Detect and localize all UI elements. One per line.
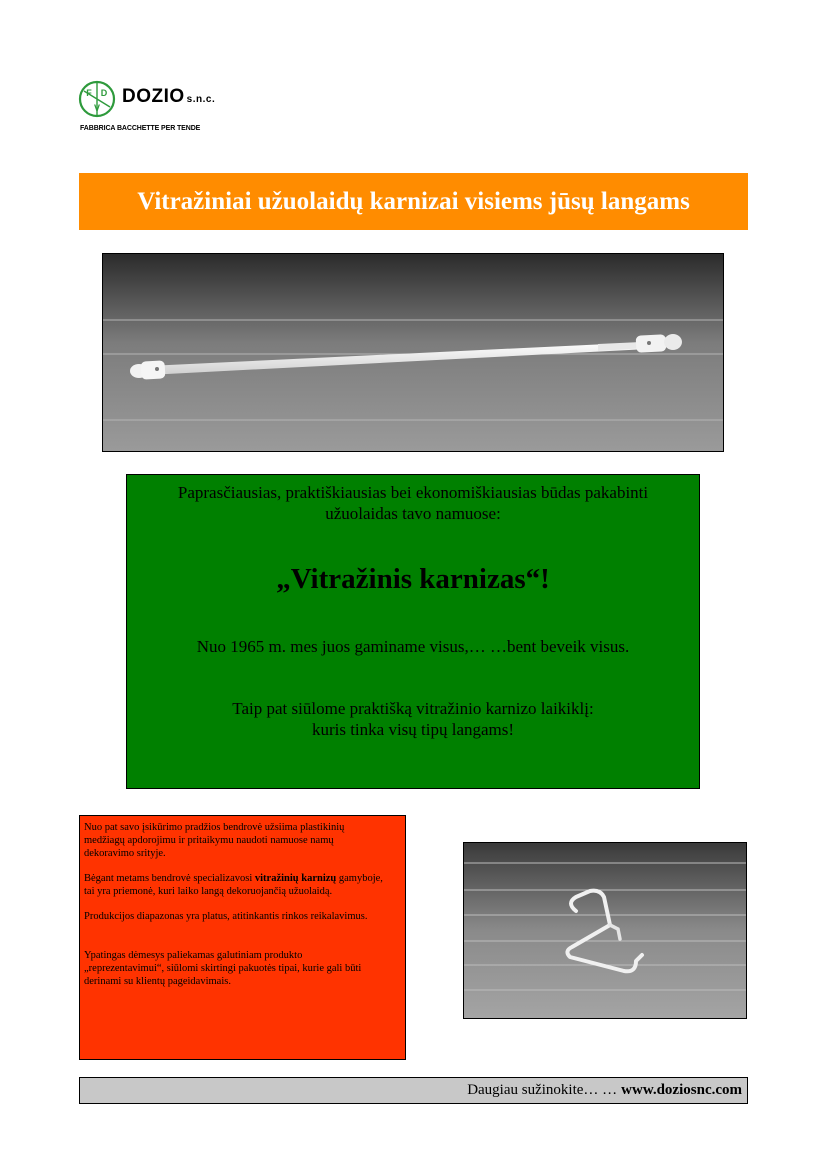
company-info-box (79, 815, 406, 1060)
offer-line-2: kuris tinka visų tipų langams! (311, 720, 515, 739)
logo-name-text: DOZIO (122, 86, 185, 107)
logo-letter-v: V (93, 103, 101, 113)
intro-text (137, 482, 689, 524)
page-title: Vitražiniai užuolaidų karnizai visiems jūsų langams (137, 187, 690, 215)
offer-line-1: Taip pat siūlome praktišką vitražinio karnizo laikiklį: (232, 699, 594, 718)
info-paragraph-4: Ypatingas dėmesys paliekamas galutiniam produkto „reprezentavimui“, siūlomi skirtingi pakuotės tipai, kurie gali būti derinami su klientų pageidavimais. (84, 950, 362, 987)
since-text: Nuo 1965 m. mes juos gaminame visus,… …bent beveik visus. (196, 637, 630, 656)
info-paragraph-2 (84, 872, 385, 898)
logo-letter-d: D (100, 88, 108, 98)
info-p2-start: Bėgant metams bendrovė specializavosi (84, 873, 255, 884)
info-paragraph-1: Nuo pat savo įsikūrimo pradžios bendrovė užsiima plastikinių medžiagų apdorojimu ir pritaikymu naudoti namuose namų dekoravimo srityje. (84, 822, 345, 859)
rod-holder-photo (463, 842, 747, 1019)
logo-letter-f: F (86, 88, 92, 98)
footer-text: Daugiau sužinokite… … (467, 1082, 618, 1098)
logo-suffix: s.n.c. (186, 94, 216, 105)
info-paragraph-3: Produkcijos diapazonas yra platus, atitinkantis rinkos reikalavimus. (84, 911, 368, 922)
intro-line-2: užuolaidas tavo namuose: (325, 504, 501, 523)
fdv-logo-icon (78, 80, 116, 118)
logo-name (122, 86, 215, 108)
rod-holder-image (464, 843, 746, 1018)
curtain-rod-image (103, 254, 723, 451)
info-p2-bold: vitražinių karnizų (254, 873, 337, 884)
company-logo (78, 80, 278, 140)
curtain-rod-photo (102, 253, 724, 452)
intro-line-1: Paprasčiausias, praktiškiausias bei ekonomiškiausias būdas pakabinti (177, 483, 649, 502)
offer-text (137, 698, 689, 740)
info-p2-end: gamyboje, tai yra priemonė, kuri laiko langą dekoruojančią užuolaidą. (84, 873, 383, 897)
logo-tagline: FABBRICA BACCHETTE PER TENDE (80, 125, 201, 132)
footer-bar (79, 1077, 748, 1104)
title-bar (79, 173, 748, 230)
product-name: „Vitražinis karnizas“! (276, 563, 550, 595)
intro-box (126, 474, 700, 789)
website-link[interactable]: www.doziosnc.com (621, 1082, 742, 1098)
